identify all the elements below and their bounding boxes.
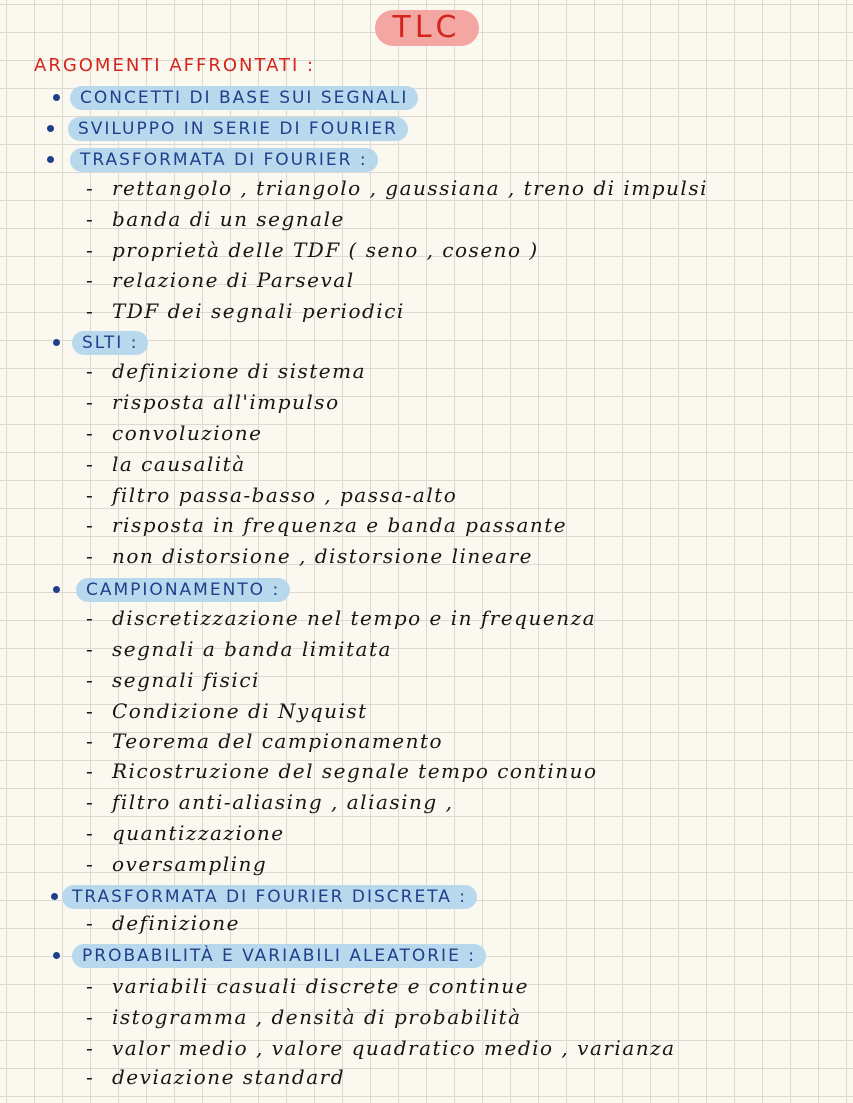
item-dash: - xyxy=(86,699,95,723)
topic-item-text: proprietà delle TDF ( seno , coseno ) xyxy=(112,238,539,262)
section-heading-row xyxy=(0,576,853,606)
topic-item xyxy=(86,296,405,326)
section-heading: CONCETTI DI BASE SUI SEGNALI xyxy=(70,86,418,110)
topic-item xyxy=(86,818,285,848)
topic-item-text: deviazione standard xyxy=(112,1065,346,1089)
topic-item xyxy=(86,173,708,203)
topic-item-text: Teorema del campionamento xyxy=(112,729,444,753)
topic-item xyxy=(86,449,246,479)
item-dash: - xyxy=(86,852,95,876)
section-heading-row xyxy=(0,329,853,359)
topic-item-text: convoluzione xyxy=(112,421,263,445)
page-title: TLC xyxy=(375,10,479,46)
topic-item xyxy=(86,356,366,386)
topic-item-text: risposta in frequenza e banda passante xyxy=(112,513,568,537)
topic-item-text: segnali a banda limitata xyxy=(112,637,392,661)
section-heading: CAMPIONAMENTO : xyxy=(76,578,290,602)
bullet-dot xyxy=(51,893,58,900)
topic-item xyxy=(86,541,533,571)
item-dash: - xyxy=(86,974,95,998)
topic-item xyxy=(86,1002,522,1032)
topic-item xyxy=(86,1062,345,1092)
topic-item xyxy=(86,665,260,695)
topic-item xyxy=(86,418,262,448)
topic-item xyxy=(86,265,355,295)
topic-item xyxy=(86,696,368,726)
item-dash: - xyxy=(86,176,95,200)
topic-item-text: oversampling xyxy=(112,852,268,876)
bullet-dot xyxy=(53,586,60,593)
item-dash: - xyxy=(86,421,95,445)
item-dash: - xyxy=(86,606,95,630)
topic-item-text: filtro passa-basso , passa-alto xyxy=(112,483,458,507)
topic-item xyxy=(86,387,340,417)
topic-item-text: filtro anti-aliasing , aliasing , xyxy=(112,790,454,814)
topic-item xyxy=(86,849,267,879)
item-dash: - xyxy=(86,299,95,323)
topic-item xyxy=(86,756,598,786)
item-dash: - xyxy=(86,544,95,568)
section-heading: PROBABILITÀ E VARIABILI ALEATORIE : xyxy=(72,944,486,968)
topic-item xyxy=(86,480,457,510)
item-dash: - xyxy=(86,821,95,845)
topic-item-text: la causalità xyxy=(112,452,246,476)
topic-item xyxy=(86,634,392,664)
item-dash: - xyxy=(86,1005,95,1029)
section-heading-row xyxy=(0,84,853,114)
item-dash: - xyxy=(86,452,95,476)
item-dash: - xyxy=(86,759,95,783)
bullet-dot xyxy=(47,125,54,132)
topic-item xyxy=(86,726,443,756)
topic-item xyxy=(86,510,567,540)
topic-item xyxy=(86,235,539,265)
title-wrap xyxy=(0,10,853,46)
item-dash: - xyxy=(86,668,95,692)
section-heading-row xyxy=(0,115,853,145)
section-heading-row xyxy=(0,942,853,972)
bullet-dot xyxy=(53,952,60,959)
topic-item-text: Condizione di Nyquist xyxy=(112,699,368,723)
topic-item xyxy=(86,971,529,1001)
topic-item-text: variabili casuali discrete e continue xyxy=(112,974,529,998)
topic-item xyxy=(86,908,240,938)
topic-item-text: discretizzazione nel tempo e in frequenza xyxy=(112,606,597,630)
topic-item xyxy=(86,787,453,817)
bullet-dot xyxy=(53,339,60,346)
topic-item-text: segnali fisici xyxy=(112,668,260,692)
item-dash: - xyxy=(86,1065,95,1089)
section-heading: SVILUPPO IN SERIE DI FOURIER xyxy=(68,117,408,141)
item-dash: - xyxy=(86,390,95,414)
topics-subheader: ARGOMENTI AFFRONTATI : xyxy=(34,55,316,76)
section-heading: SLTI : xyxy=(72,331,148,355)
item-dash: - xyxy=(86,207,95,231)
topic-item xyxy=(86,204,345,234)
bullet-dot xyxy=(53,94,60,101)
topic-item xyxy=(86,603,596,633)
item-dash: - xyxy=(86,238,95,262)
item-dash: - xyxy=(86,513,95,537)
topic-item-text: quantizzazione xyxy=(112,821,285,845)
topic-item-text: Ricostruzione del segnale tempo continuo xyxy=(112,759,598,783)
item-dash: - xyxy=(86,637,95,661)
section-heading-row xyxy=(0,146,853,176)
item-dash: - xyxy=(86,729,95,753)
topic-item-text: risposta all'impulso xyxy=(112,390,340,414)
section-heading: TRASFORMATA DI FOURIER : xyxy=(70,148,378,172)
topic-item-text: rettangolo , triangolo , gaussiana , treno di impulsi xyxy=(112,176,708,200)
topic-item xyxy=(86,1033,676,1063)
topic-item-text: TDF dei segnali periodici xyxy=(112,299,405,323)
topic-item-text: definizione xyxy=(112,911,240,935)
topic-item-text: relazione di Parseval xyxy=(112,268,355,292)
item-dash: - xyxy=(86,359,95,383)
topic-item-text: valor medio , valore quadratico medio , varianza xyxy=(112,1036,676,1060)
item-dash: - xyxy=(86,268,95,292)
item-dash: - xyxy=(86,1036,95,1060)
item-dash: - xyxy=(86,911,95,935)
item-dash: - xyxy=(86,790,95,814)
item-dash: - xyxy=(86,483,95,507)
bullet-dot xyxy=(47,156,54,163)
topic-item-text: definizione di sistema xyxy=(112,359,367,383)
topic-item-text: non distorsione , distorsione lineare xyxy=(112,544,533,568)
topic-item-text: banda di un segnale xyxy=(112,207,345,231)
section-heading: TRASFORMATA DI FOURIER DISCRETA : xyxy=(62,885,477,909)
topic-item-text: istogramma , densità di probabilità xyxy=(112,1005,522,1029)
